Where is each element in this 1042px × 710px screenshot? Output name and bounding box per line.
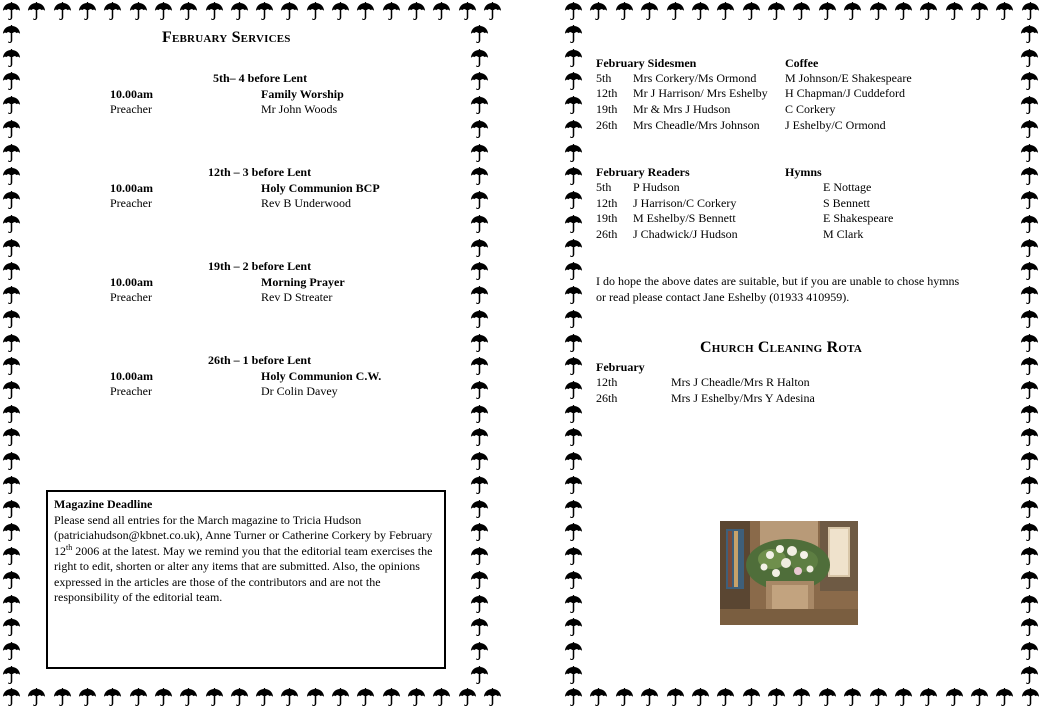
umbrella-icon [843,688,862,707]
february-services-title: February Services [162,29,291,46]
sidesmen-date: 19th [596,102,618,116]
service-time: 10.00am [110,87,153,101]
service-heading: 19th – 2 before Lent [208,259,312,273]
umbrella-icon [894,688,913,707]
cleaning-names: Mrs J Eshelby/Mrs Y Adesina [671,391,815,405]
readers-heading: February Readers [596,165,690,179]
preacher-label: Preacher [110,290,152,304]
umbrella-icon [230,688,249,707]
readers-date: 12th [596,196,618,210]
umbrella-icon [564,571,583,590]
umbrella-icon [458,688,477,707]
umbrella-icon [1020,405,1039,424]
preacher-label: Preacher [110,196,152,210]
umbrella-icon [2,595,21,614]
service-heading: 26th – 1 before Lent [208,353,312,367]
umbrella-icon [1020,49,1039,68]
umbrella-icon [970,688,989,707]
umbrella-icon [818,2,837,21]
umbrella-icon [306,2,325,21]
umbrella-icon [470,642,489,661]
umbrella-icon [432,688,451,707]
sidesmen-date: 12th [596,86,618,100]
umbrella-icon [843,2,862,21]
cleaning-date: 12th [596,375,618,389]
umbrella-icon [564,215,583,234]
umbrella-icon [1020,120,1039,139]
umbrella-icon [640,2,659,21]
umbrella-icon [470,428,489,447]
sidesmen-name: Mr & Mrs J Hudson [633,102,731,116]
umbrella-icon [382,688,401,707]
umbrella-icon [356,688,375,707]
umbrella-icon [129,2,148,21]
service-name: Holy Communion BCP [261,181,380,195]
umbrella-icon [792,688,811,707]
notice-line-2: or read please contact Jane Eshelby (01933 410959). [596,290,850,304]
umbrella-icon [2,144,21,163]
umbrella-icon [2,428,21,447]
umbrella-icon [470,191,489,210]
umbrella-icon [230,2,249,21]
umbrella-icon [470,618,489,637]
coffee-name: C Corkery [785,102,836,116]
umbrella-icon [564,595,583,614]
umbrella-icon [1020,167,1039,186]
umbrella-icon [716,2,735,21]
umbrella-icon [280,2,299,21]
umbrella-icon [53,2,72,21]
umbrella-icon [564,618,583,637]
umbrella-icon [2,642,21,661]
umbrella-icon [2,286,21,305]
umbrella-icon [470,500,489,519]
umbrella-icon [1020,428,1039,447]
umbrella-icon [615,2,634,21]
umbrella-icon [564,666,583,685]
coffee-name: J Eshelby/C Ormond [785,118,886,132]
right-bottom-umbrella-border [564,688,1040,707]
umbrella-icon [1020,215,1039,234]
umbrella-icon [564,191,583,210]
umbrella-icon [564,334,583,353]
umbrella-icon [1020,239,1039,258]
umbrella-icon [356,2,375,21]
reader-name: P Hudson [633,180,680,194]
umbrella-icon [1020,595,1039,614]
umbrella-icon [470,144,489,163]
umbrella-icon [2,262,21,281]
umbrella-icon [2,688,21,707]
umbrella-icon [483,2,502,21]
service-time: 10.00am [110,275,153,289]
umbrella-icon [1020,571,1039,590]
service-time: 10.00am [110,369,153,383]
umbrella-icon [767,2,786,21]
umbrella-icon [869,688,888,707]
coffee-name: M Johnson/E Shakespeare [785,71,912,85]
umbrella-icon [970,2,989,21]
umbrella-icon [945,688,964,707]
umbrella-icon [470,334,489,353]
umbrella-icon [564,688,583,707]
umbrella-icon [564,262,583,281]
umbrella-icon [470,452,489,471]
deadline-text-before: Please send all entries for the March magazine to Tricia Hudson (patriciahudson@kbnet.co.uk), Anne Turner or Catherine Corkery by February 12 [54,512,433,558]
church-cleaning-rota-title: Church Cleaning Rota [700,339,862,356]
umbrella-icon [1020,547,1039,566]
hymns-name: M Clark [823,227,864,241]
umbrella-icon [2,500,21,519]
umbrella-icon [407,2,426,21]
umbrella-icon [564,2,583,21]
umbrella-icon [995,2,1014,21]
hymns-name: E Shakespeare [823,211,894,225]
umbrella-icon [2,2,21,21]
sidesmen-heading: February Sidesmen [596,56,697,70]
umbrella-icon [2,405,21,424]
umbrella-icon [995,688,1014,707]
umbrella-icon [470,215,489,234]
umbrella-icon [564,49,583,68]
right-left-umbrella-border [564,25,583,685]
umbrella-icon [564,523,583,542]
umbrella-icon [470,72,489,91]
right-right-umbrella-border [1020,25,1039,685]
umbrella-icon [1020,476,1039,495]
umbrella-icon [470,666,489,685]
magazine-deadline-box [46,490,446,669]
umbrella-icon [470,381,489,400]
umbrella-icon [564,96,583,115]
umbrella-icon [78,688,97,707]
cleaning-month: February [596,360,645,374]
umbrella-icon [2,523,21,542]
umbrella-icon [470,262,489,281]
service-heading: 5th– 4 before Lent [213,71,308,85]
umbrella-icon [564,547,583,566]
umbrella-icon [2,618,21,637]
umbrella-icon [691,688,710,707]
umbrella-icon [1020,96,1039,115]
sidesmen-date: 26th [596,118,618,132]
umbrella-icon [564,72,583,91]
hymns-name: E Nottage [823,180,872,194]
umbrella-icon [470,357,489,376]
service-name: Holy Communion C.W. [261,369,382,383]
umbrella-icon [470,96,489,115]
umbrella-icon [1020,262,1039,281]
umbrella-icon [470,523,489,542]
umbrella-icon [1020,523,1039,542]
umbrella-icon [255,688,274,707]
hymns-heading: Hymns [785,165,822,179]
umbrella-icon [2,191,21,210]
umbrella-icon [2,96,21,115]
umbrella-icon [129,688,148,707]
umbrella-icon [2,72,21,91]
hymns-name: S Bennett [823,196,870,210]
umbrella-icon [470,547,489,566]
umbrella-icon [767,688,786,707]
umbrella-icon [564,239,583,258]
left-bottom-umbrella-border [2,688,502,707]
deadline-text-after: 2006 at the latest. May we remind you that the editorial team exercises the right to edit, shorten or alter any items that are submitted. Also, the opinions expressed in the articles are those of the contributors and are not the responsibility of the editorial team. [54,543,433,604]
umbrella-icon [589,688,608,707]
umbrella-icon [382,2,401,21]
umbrella-icon [470,310,489,329]
sidesmen-name: Mr J Harrison/ Mrs Eshelby [633,86,768,100]
umbrella-icon [205,688,224,707]
umbrella-icon [2,357,21,376]
umbrella-icon [564,25,583,44]
umbrella-icon [470,405,489,424]
umbrella-icon [2,334,21,353]
service-heading: 12th – 3 before Lent [208,165,312,179]
umbrella-icon [470,49,489,68]
umbrella-icon [564,381,583,400]
umbrella-icon [2,476,21,495]
umbrella-icon [470,286,489,305]
umbrella-icon [1020,191,1039,210]
sidesmen-name: Mrs Corkery/Ms Ormond [633,71,757,85]
umbrella-icon [564,357,583,376]
readers-date: 26th [596,227,618,241]
deadline-superscript: th [66,542,73,552]
reader-name: J Harrison/C Corkery [633,196,737,210]
preacher-name: Rev D Streater [261,290,333,304]
left-top-umbrella-border [2,2,502,21]
umbrella-icon [470,239,489,258]
service-time: 10.00am [110,181,153,195]
umbrella-icon [78,2,97,21]
umbrella-icon [564,452,583,471]
umbrella-icon [564,500,583,519]
umbrella-icon [1020,452,1039,471]
umbrella-icon [869,2,888,21]
umbrella-icon [2,49,21,68]
umbrella-icon [179,2,198,21]
umbrella-icon [2,310,21,329]
umbrella-icon [1021,2,1040,21]
coffee-heading: Coffee [785,56,819,70]
umbrella-icon [331,688,350,707]
umbrella-icon [2,381,21,400]
umbrella-icon [154,688,173,707]
umbrella-icon [564,120,583,139]
umbrella-icon [1020,381,1039,400]
umbrella-icon [1020,334,1039,353]
umbrella-icon [564,428,583,447]
umbrella-icon [640,688,659,707]
umbrella-icon [919,688,938,707]
umbrella-icon [1020,25,1039,44]
sidesmen-date: 5th [596,71,612,85]
umbrella-icon [2,120,21,139]
umbrella-icon [470,571,489,590]
readers-date: 19th [596,211,618,225]
umbrella-icon [306,688,325,707]
umbrella-icon [53,688,72,707]
umbrella-icon [742,688,761,707]
notice-line-1: I do hope the above dates are suitable, but if you are unable to chose hymns [596,274,960,288]
coffee-name: H Chapman/J Cuddeford [785,86,905,100]
umbrella-icon [458,2,477,21]
umbrella-icon [331,2,350,21]
magazine-deadline-heading: Magazine Deadline [54,497,153,511]
umbrella-icon [2,25,21,44]
umbrella-icon [564,286,583,305]
preacher-name: Mr John Woods [261,102,338,116]
right-top-umbrella-border [564,2,1040,21]
umbrella-icon [470,595,489,614]
umbrella-icon [1020,286,1039,305]
church-flowers-photo [720,521,858,625]
umbrella-icon [407,688,426,707]
umbrella-icon [564,642,583,661]
umbrella-icon [1020,618,1039,637]
umbrella-icon [470,25,489,44]
umbrella-icon [205,2,224,21]
umbrella-icon [2,215,21,234]
sidesmen-name: Mrs Cheadle/Mrs Johnson [633,118,760,132]
left-right-umbrella-border [470,25,489,685]
umbrella-icon [945,2,964,21]
readers-date: 5th [596,180,612,194]
umbrella-icon [818,688,837,707]
umbrella-icon [103,688,122,707]
cleaning-names: Mrs J Cheadle/Mrs R Halton [671,375,810,389]
preacher-name: Dr Colin Davey [261,384,338,398]
cleaning-date: 26th [596,391,618,405]
umbrella-icon [1020,144,1039,163]
umbrella-icon [1020,666,1039,685]
service-name: Morning Prayer [261,275,345,289]
umbrella-icon [2,571,21,590]
umbrella-icon [742,2,761,21]
umbrella-icon [691,2,710,21]
umbrella-icon [564,405,583,424]
umbrella-icon [470,476,489,495]
umbrella-icon [470,167,489,186]
umbrella-icon [792,2,811,21]
umbrella-icon [103,2,122,21]
umbrella-icon [432,2,451,21]
umbrella-icon [564,310,583,329]
umbrella-icon [2,547,21,566]
service-name: Family Worship [261,87,344,101]
umbrella-icon [1020,642,1039,661]
preacher-name: Rev B Underwood [261,196,351,210]
preacher-label: Preacher [110,384,152,398]
umbrella-icon [1020,500,1039,519]
umbrella-icon [2,452,21,471]
umbrella-icon [154,2,173,21]
umbrella-icon [1020,357,1039,376]
umbrella-icon [919,2,938,21]
magazine-deadline-text [54,513,438,606]
umbrella-icon [483,688,502,707]
umbrella-icon [27,688,46,707]
preacher-label: Preacher [110,102,152,116]
umbrella-icon [615,688,634,707]
umbrella-icon [1021,688,1040,707]
umbrella-icon [470,120,489,139]
umbrella-icon [1020,310,1039,329]
left-left-umbrella-border [2,25,21,685]
umbrella-icon [666,2,685,21]
umbrella-icon [255,2,274,21]
umbrella-icon [564,167,583,186]
reader-name: J Chadwick/J Hudson [633,227,738,241]
umbrella-icon [2,239,21,258]
umbrella-icon [894,2,913,21]
umbrella-icon [716,688,735,707]
left-page [0,0,520,710]
umbrella-icon [179,688,198,707]
umbrella-icon [1020,72,1039,91]
umbrella-icon [564,144,583,163]
umbrella-icon [280,688,299,707]
reader-name: M Eshelby/S Bennett [633,211,736,225]
umbrella-icon [2,167,21,186]
umbrella-icon [589,2,608,21]
umbrella-icon [2,666,21,685]
umbrella-icon [666,688,685,707]
umbrella-icon [564,476,583,495]
umbrella-icon [27,2,46,21]
